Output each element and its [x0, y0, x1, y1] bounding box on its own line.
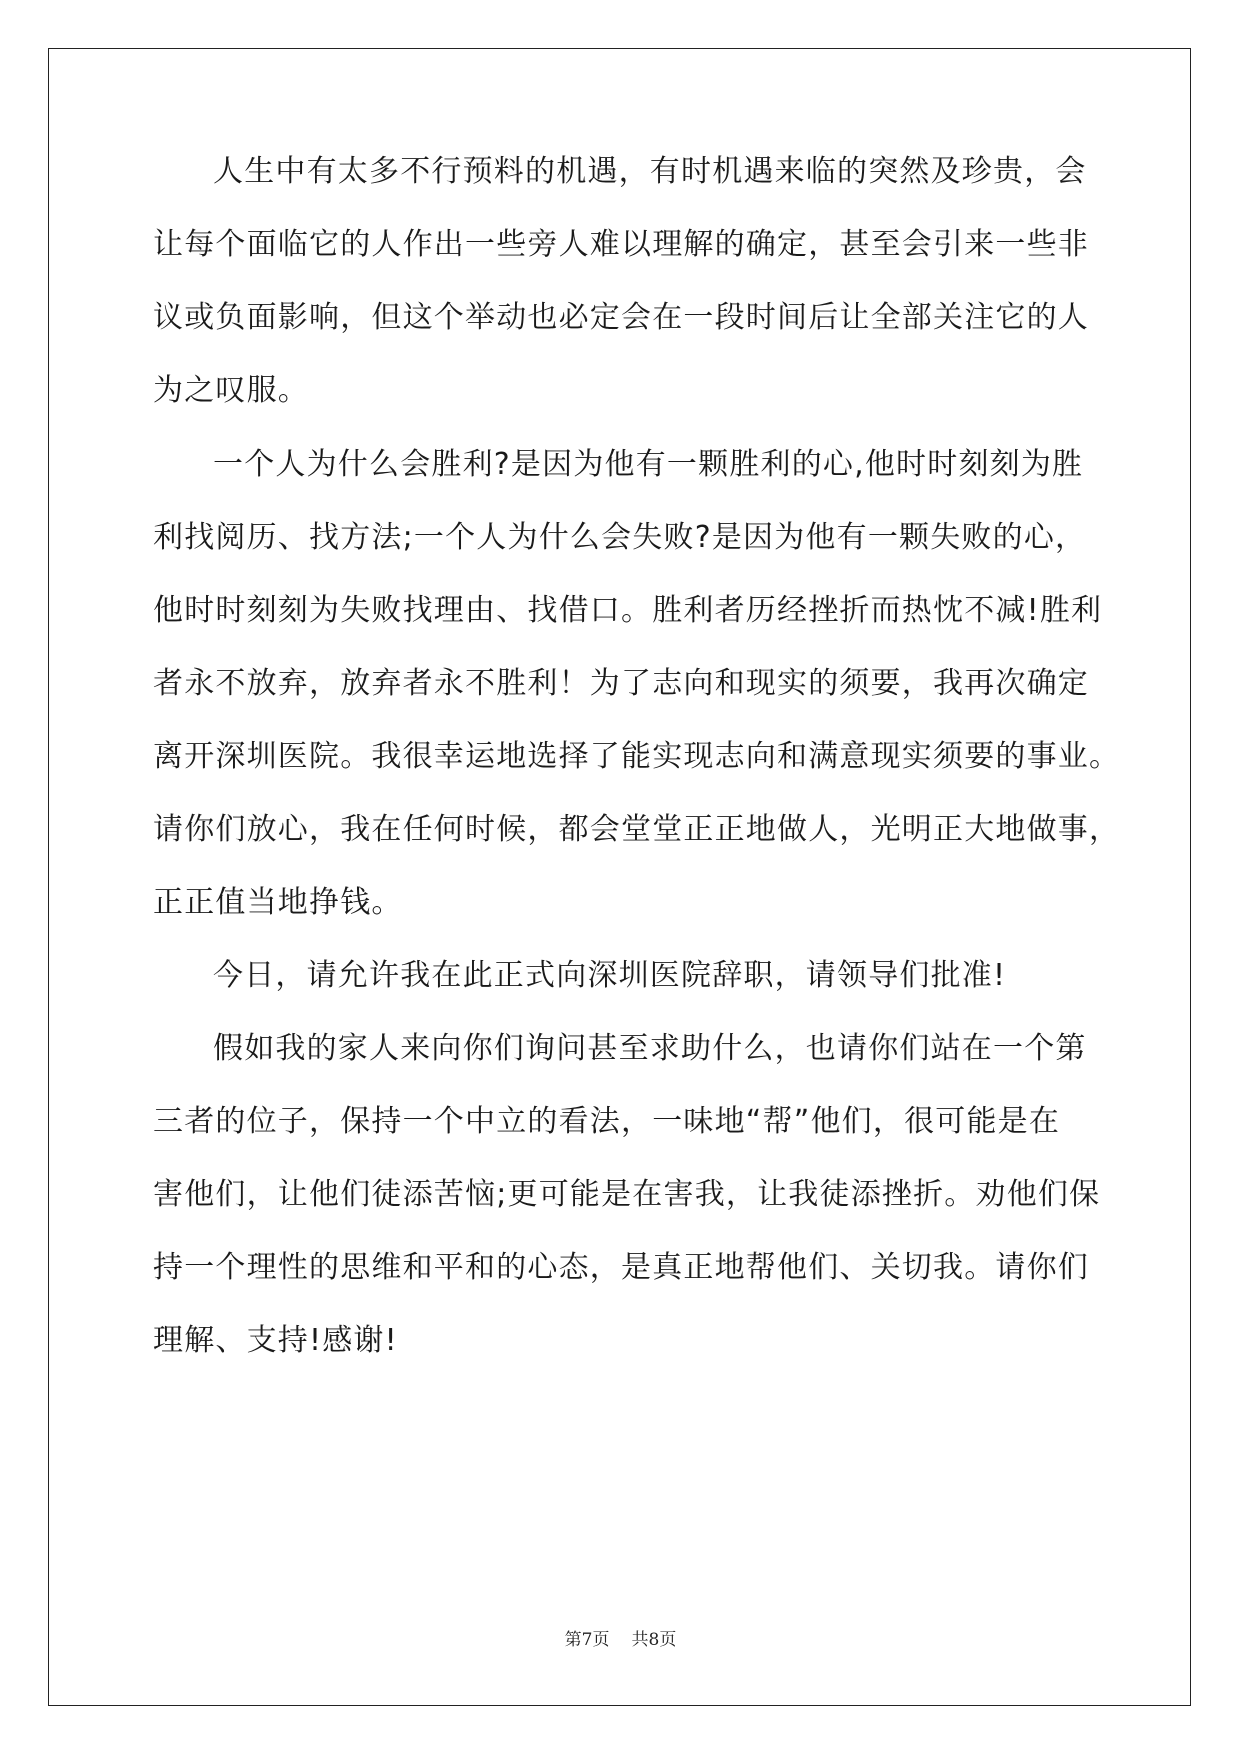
- paragraph-2-line-5: 离开深圳医院。我很幸运地选择了能实现志向和满意现实须要的事业。: [153, 739, 1121, 774]
- total-page-count: 共8页: [631, 1630, 677, 1650]
- paragraph-3-line-1: 今日，请允许我在此正式向深圳医院辞职，请领导们批准!: [213, 958, 1007, 993]
- paragraph-4-line-1: 假如我的家人来向你们询问甚至求助什么，也请你们站在一个第: [213, 1031, 1087, 1066]
- paragraph-2-line-7: 正正值当地挣钱。: [153, 885, 403, 920]
- paragraph-2-line-3: 他时时刻刻为失败找理由、找借口。胜利者历经挫折而热忱不减!胜利: [153, 593, 1103, 628]
- page-border: [48, 48, 1191, 1706]
- current-page-number: 第7页: [564, 1630, 610, 1650]
- paragraph-1-line-3: 议或负面影响，但这个举动也必定会在一段时间后让全部关注它的人: [153, 300, 1089, 335]
- page-footer: [0, 1628, 1241, 1652]
- paragraph-2-line-2: 利找阅历、找方法;一个人为什么会失败?是因为他有一颗失败的心，: [153, 520, 1087, 555]
- paragraph-4-line-4: 持一个理性的思维和平和的心态，是真正地帮他们、关切我。请你们: [153, 1250, 1089, 1285]
- paragraph-1-line-2: 让每个面临它的人作出一些旁人难以理解的确定，甚至会引来一些非: [153, 227, 1089, 262]
- paragraph-1-line-4: 为之叹服。: [153, 373, 309, 408]
- paragraph-4-line-2: 三者的位子，保持一个中立的看法，一味地“帮”他们，很可能是在: [153, 1104, 1061, 1139]
- paragraph-4-line-3: 害他们，让他们徒添苦恼;更可能是在害我，让我徒添挫折。劝他们保: [153, 1177, 1101, 1212]
- paragraph-4-line-5: 理解、支持!感谢!: [153, 1323, 398, 1358]
- paragraph-2-line-1: 一个人为什么会胜利?是因为他有一颗胜利的心,他时时刻刻为胜: [213, 447, 1084, 482]
- paragraph-2-line-6: 请你们放心，我在任何时候，都会堂堂正正地做人，光明正大地做事，: [153, 812, 1121, 847]
- paragraph-2-line-4: 者永不放弃，放弃者永不胜利！为了志向和现实的须要，我再次确定: [153, 666, 1089, 701]
- paragraph-1-line-1: 人生中有太多不行预料的机遇，有时机遇来临的突然及珍贵，会: [213, 154, 1087, 189]
